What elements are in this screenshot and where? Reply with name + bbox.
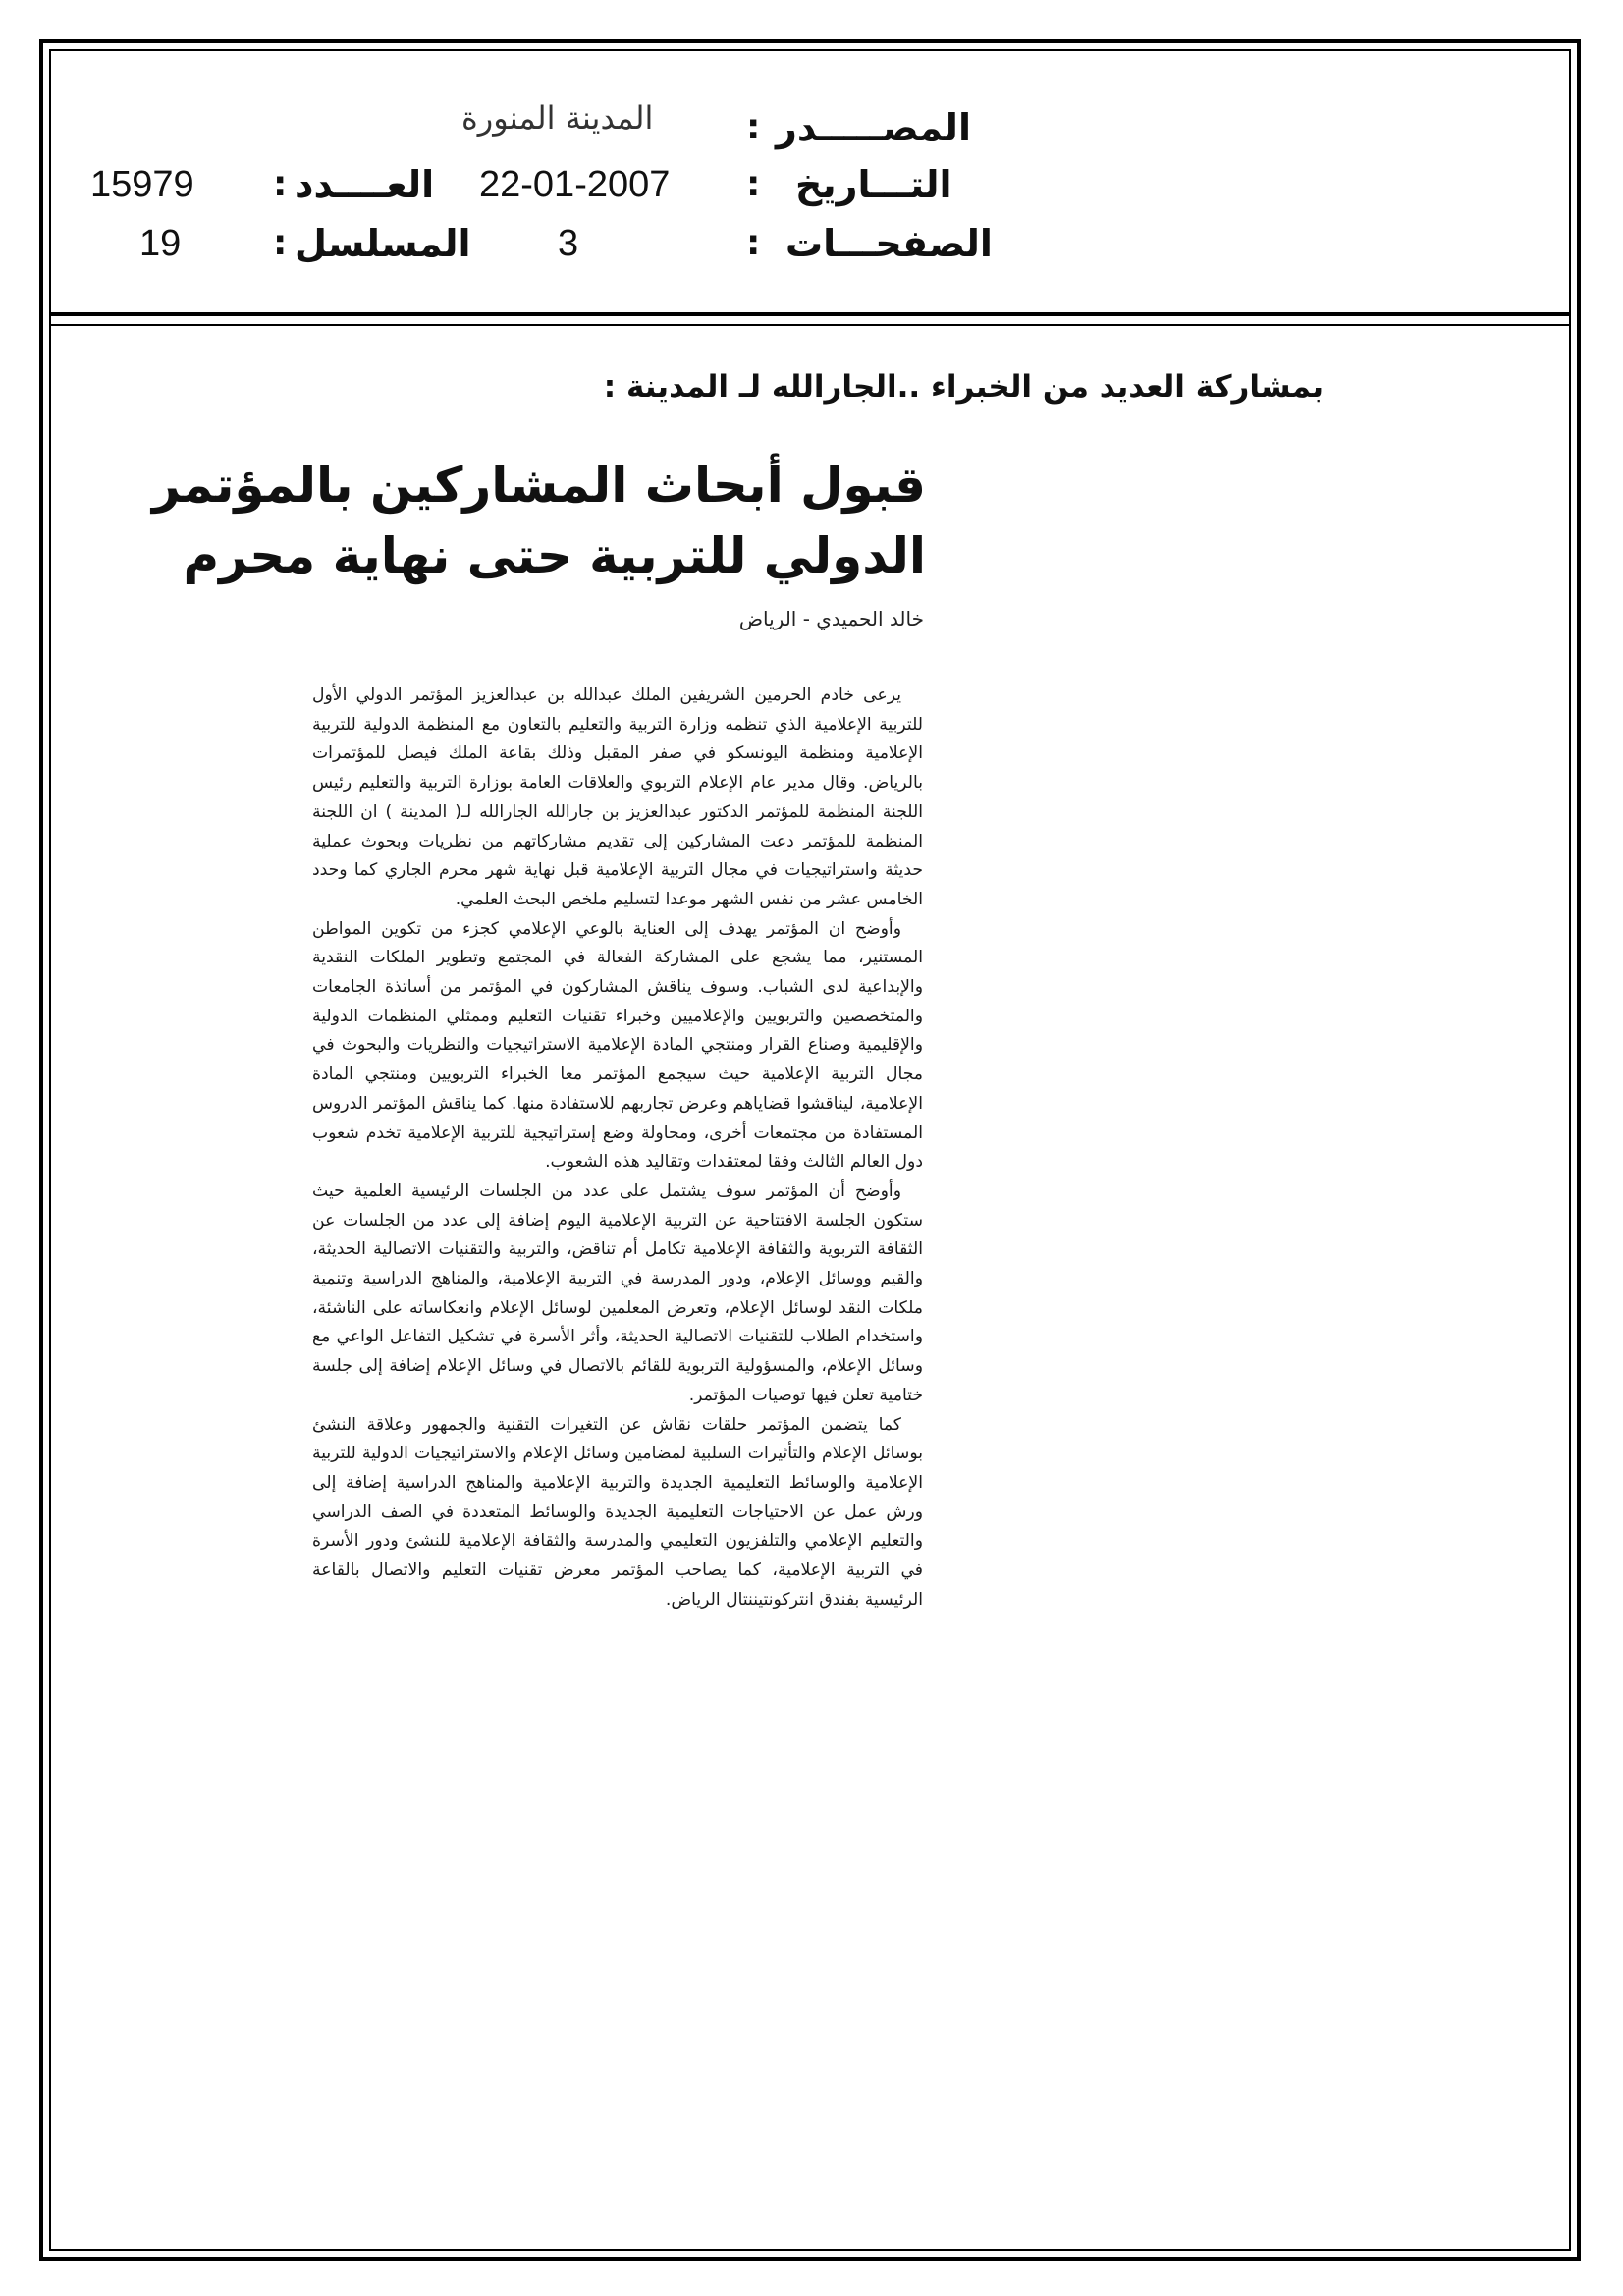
serial-label: المسلسل — [295, 222, 471, 265]
pages-label: الصفحـــات — [785, 222, 993, 265]
article-body — [312, 682, 923, 1615]
header-divider-thin — [49, 324, 1571, 326]
article-headline — [152, 450, 926, 591]
pages-value: 3 — [558, 223, 579, 264]
article-paragraph: كما يتضمن المؤتمر حلقات نقاش عن التغيرات التقنية والجمهور وعلاقة النشئ بوسائل الإعلام والتأثيرات السلبية لمضامين وسائل الإعلام والاستراتيجيات الدولية للتربية الإعلامية والوسائط التعليمية الجديدة والتربية الإعلامية والمناهج الدراسية إضافة إلى ورش عمل عن الاحتياجات التعليمية الجديدة والوسائط المتعددة في الصف الدراسي والتعليم الإعلامي والتلفزيون التعليمي والمدرسة والثقافة الإعلامية للنشئ ودور الأسرة في التربية الإعلامية، كما يصاحب المؤتمر معرض تقنيات التعليم والاتصال بالقاعة الرئيسية بفندق انتركونتيننتال الرياض. — [312, 1414, 923, 1610]
article-paragraph: وأوضح ان المؤتمر يهدف إلى العناية بالوعي الإعلامي كجزء من تكوين المواطن المستنير، مما يشجع على المشاركة الفعالة في المجتمع وتطوير الملكات النقدية والإبداعية لدى الشباب. وسوف يناقش المشاركون في المؤتمر من أساتذة الجامعات والمتخصصين والتربويين والإعلاميين وخبراء تقنيات التعليم وممثلي المنظمات الدولية والإقليمية وصناع القرار ومنتجي المادة الإعلامية الاستراتيجيات والنظريات والبحوث في مجال التربية الإعلامية حيث سيجمع المؤتمر معا الخبراء التربويين ومنتجي المادة الإعلامية، ليناقشوا قضاياهم وعرض تجاربهم للاستفادة منها. كما يناقش المؤتمر الدروس المستفادة من مجتمعات أخرى، ومحاولة وضع إستراتيجية للتربية الإعلامية تخدم شعوب دول العالم الثالث وفقا لمعتقدات وتقاليد هذه الشعوب. — [312, 918, 923, 1173]
source-label: المصـــــدر — [776, 106, 971, 149]
article-paragraph: وأوضح أن المؤتمر سوف يشتمل على عدد من الجلسات الرئيسية العلمية حيث ستكون الجلسة الافتتاحية عن التربية الإعلامية اليوم إضافة إلى عدد من الجلسات عن الثقافة التربوية والثقافة الإعلامية تكامل أم تناقض، والتربية والتقنيات الاتصالية الحديثة، والقيم ووسائل الإعلام، ودور المدرسة في التربية الإعلامية، والمناهج الدراسية وتنمية ملكات النقد لوسائل الإعلام، وتعرض المعلمين لوسائل الإعلام وانعكاساته على الناشئة، واستخدام الطلاب للتقنيات الاتصالية الحديثة، وأثر الأسرة في تشكيل التفاعل الواعي مع وسائل الإعلام، والمسؤولية التربوية للقائم بالاتصال في وسائل الإعلام إضافة إلى جلسة ختامية تعلن فيها توصيات المؤتمر. — [312, 1180, 923, 1405]
issue-label: العــــدد — [295, 163, 435, 206]
article-byline: خالد الحميدي - الرياض — [738, 607, 924, 630]
source-value: المدينة المنورة — [461, 99, 654, 137]
header-divider-thick — [49, 312, 1571, 316]
article-kicker: بمشاركة العديد من الخبراء ..الجارالله لـ المدينة : — [603, 369, 1324, 405]
issue-value: 15979 — [90, 164, 194, 205]
article-paragraph: يرعى خادم الحرمين الشريفين الملك عبدالله بن عبدالعزيز المؤتمر الدولي الأول للتربية الإعلامية الذي تنظمه وزارة التربية والتعليم بالتعاون مع المنظمة الدولية للتربية الإعلامية ومنظمة اليونسكو في صفر المقبل وذلك بقاعة الملك فيصل للمؤتمرات بالرياض. وقال مدير عام الإعلام التربوي والعلاقات العامة بوزارة التربية والتعليم رئيس اللجنة المنظمة للمؤتمر الدكتور عبدالعزيز بن جارالله الجارالله لـ( المدينة ) ان اللجنة المنظمة للمؤتمر دعت المشاركين إلى تقديم مشاركاتهم من نظريات وبحوث عملية حديثة واستراتيجيات في مجال التربية الإعلامية قبل نهاية شهر محرم الجاري كما وحدد الخامس عشر من نفس الشهر موعدا لتسليم ملخص البحث العلمي. — [312, 685, 923, 909]
serial-colon: : — [273, 223, 288, 263]
headline-line-2: الدولي للتربية حتى نهاية محرم — [183, 527, 926, 584]
date-value: 22-01-2007 — [479, 164, 671, 205]
pages-colon: : — [746, 223, 761, 263]
issue-colon: : — [273, 164, 288, 204]
date-label: التـــاريخ — [795, 163, 952, 206]
serial-value: 19 — [139, 223, 182, 264]
date-colon: : — [746, 164, 761, 204]
source-colon: : — [746, 107, 761, 147]
headline-line-1: قبول أبحاث المشاركين بالمؤتمر — [151, 457, 926, 514]
